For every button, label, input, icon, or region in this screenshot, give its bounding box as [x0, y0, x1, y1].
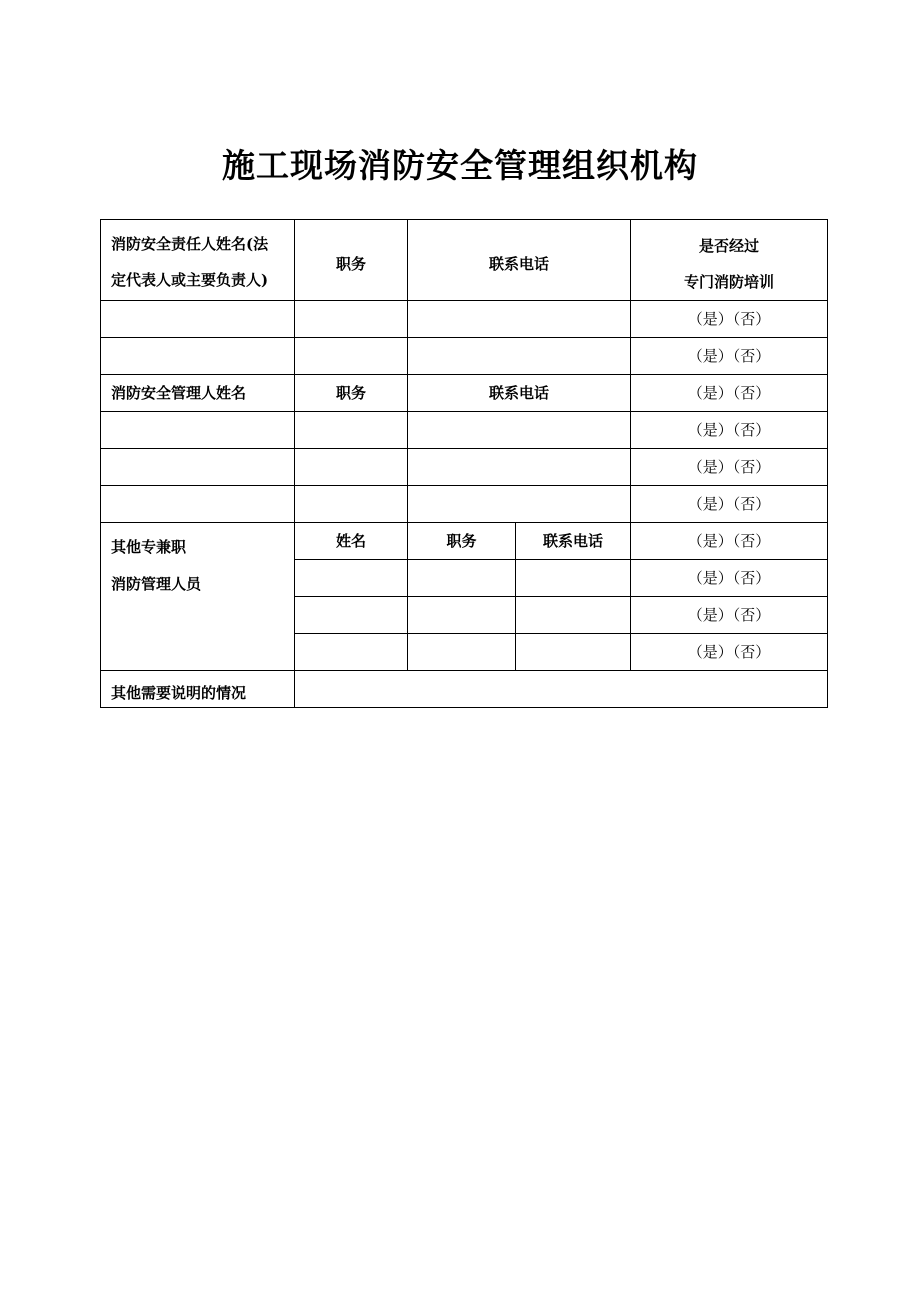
phone-field[interactable]	[408, 449, 631, 486]
phone-field[interactable]	[408, 486, 631, 523]
yes-no-option[interactable]: （是）（否）	[631, 560, 828, 597]
yes-no-option[interactable]: （是）（否）	[631, 634, 828, 671]
manager-position-header: 职务	[295, 375, 408, 412]
other-staff-label	[101, 523, 295, 671]
name-field[interactable]	[101, 449, 295, 486]
manager-row	[101, 412, 828, 449]
yes-no-option[interactable]: （是）（否）	[631, 523, 828, 560]
name-field[interactable]	[101, 338, 295, 375]
name-field[interactable]	[101, 412, 295, 449]
manager-row	[101, 449, 828, 486]
manager-name-header: 消防安全管理人姓名	[101, 375, 295, 412]
other-staff-position-header: 职务	[408, 523, 516, 560]
phone-field[interactable]	[516, 634, 631, 671]
responsible-person-row	[101, 338, 828, 375]
fire-safety-org-table	[100, 219, 828, 708]
responsible-person-name-header-line2: 定代表人或主要负责人)	[111, 271, 269, 289]
position-field[interactable]	[295, 449, 408, 486]
manager-row	[101, 486, 828, 523]
manager-phone-header: 联系电话	[408, 375, 631, 412]
phone-field[interactable]	[408, 301, 631, 338]
name-field[interactable]	[101, 301, 295, 338]
responsible-person-name-header-line1: 消防安全责任人姓名(法	[111, 235, 269, 253]
name-field[interactable]	[101, 486, 295, 523]
responsible-phone-header: 联系电话	[408, 220, 631, 301]
training-header-line2: 专门消防培训	[684, 273, 775, 291]
yes-no-option[interactable]: （是）（否）	[631, 412, 828, 449]
position-field[interactable]	[295, 486, 408, 523]
yes-no-option[interactable]: （是）（否）	[631, 449, 828, 486]
other-staff-label-line2: 消防管理人员	[111, 575, 202, 593]
other-staff-phone-header: 联系电话	[516, 523, 631, 560]
position-field[interactable]	[408, 597, 516, 634]
training-header-line1: 是否经过	[699, 237, 760, 255]
phone-field[interactable]	[408, 412, 631, 449]
responsible-person-name-header	[101, 220, 295, 301]
phone-field[interactable]	[516, 597, 631, 634]
position-field[interactable]	[295, 301, 408, 338]
other-staff-name-header: 姓名	[295, 523, 408, 560]
yes-no-option[interactable]: （是）（否）	[631, 597, 828, 634]
name-field[interactable]	[295, 560, 408, 597]
yes-no-option[interactable]: （是）（否）	[631, 301, 828, 338]
other-staff-label-line1: 其他专兼职	[111, 538, 187, 556]
phone-field[interactable]	[516, 560, 631, 597]
position-field[interactable]	[295, 412, 408, 449]
position-field[interactable]	[408, 560, 516, 597]
page-title: 施工现场消防安全管理组织机构	[222, 146, 698, 185]
responsible-person-header-row	[101, 220, 828, 301]
name-field[interactable]	[295, 597, 408, 634]
yes-no-option[interactable]: （是）（否）	[631, 375, 828, 412]
phone-field[interactable]	[408, 338, 631, 375]
position-field[interactable]	[408, 634, 516, 671]
notes-row	[101, 671, 828, 708]
yes-no-option[interactable]: （是）（否）	[631, 338, 828, 375]
notes-label: 其他需要说明的情况	[101, 671, 295, 708]
responsible-position-header: 职务	[295, 220, 408, 301]
name-field[interactable]	[295, 634, 408, 671]
notes-field[interactable]	[295, 671, 828, 708]
yes-no-option[interactable]: （是）（否）	[631, 486, 828, 523]
manager-header-row	[101, 375, 828, 412]
responsible-person-row	[101, 301, 828, 338]
other-staff-header-row	[101, 523, 828, 560]
position-field[interactable]	[295, 338, 408, 375]
training-header	[631, 220, 828, 301]
